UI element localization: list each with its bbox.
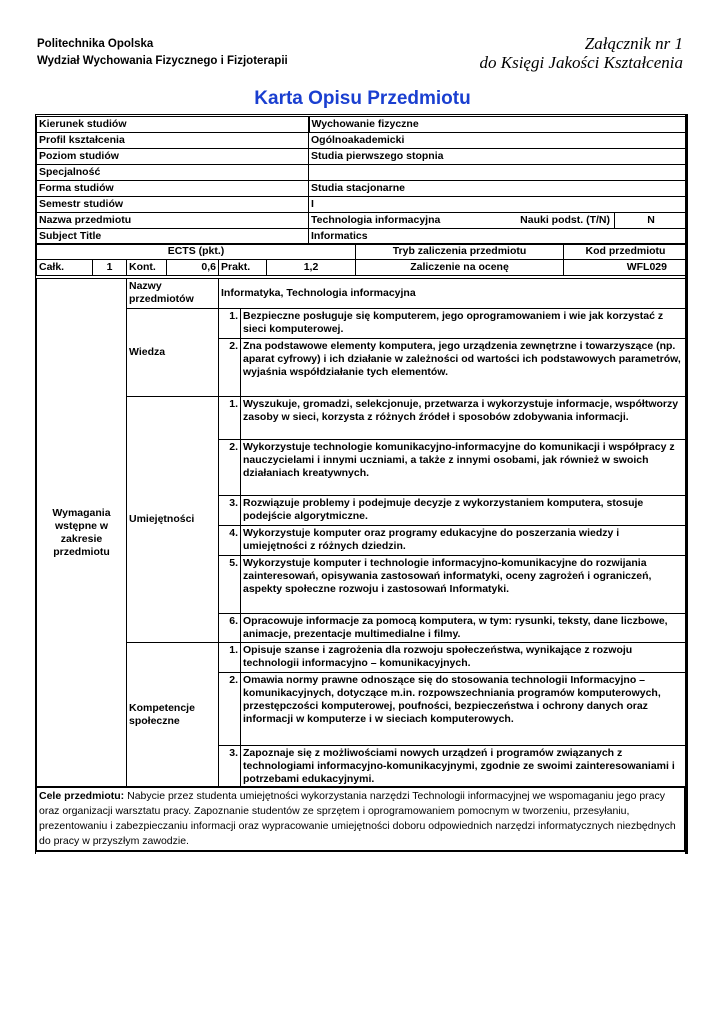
wiedza-2-number: 2. xyxy=(219,339,241,397)
wiedza-label: Wiedza xyxy=(127,309,219,397)
nazwy-value: Informatyka, Technologia informacyjna xyxy=(219,279,688,309)
umiejetnosci-1-text: Wyszukuje, gromadzi, selekcjonuje, przetwarza i wykorzystuje informacje, współtworzy zasoby w sieci, korzysta z różnych źródeł i sposobów zdobywania informacji. xyxy=(241,397,688,440)
nauki-value: N xyxy=(615,213,688,229)
calk-label: Całk. xyxy=(37,260,93,276)
wymagania-label: Wymagania wstępne w zakresie przedmiotu xyxy=(37,279,127,788)
semestr-value: I xyxy=(309,197,688,213)
kod-value: WFL029 xyxy=(564,260,688,276)
umiejetnosci-2-text: Wykorzystuje technologie komunikacyjno-informacyjne do komunikacji i współpracy z nauczycielami i innymi uczniami, a także z innymi osobami, jak również w swoich działaniach kreatywnych. xyxy=(241,440,688,496)
profil-value: Ogólnoakademicki xyxy=(309,133,688,149)
umiejetnosci-6-number: 6. xyxy=(219,614,241,643)
kompetencje-3-text: Zapoznaje się z możliwościami nowych urządzeń i programów związanych z technologiami informacyjno-komunikacyjnymi, zgodnie ze swoimi zainteresowaniami i potrzebami edukacyjnymi. xyxy=(241,746,688,788)
ects-header: ECTS (pkt.) xyxy=(37,244,356,260)
nazwa-label: Nazwa przedmiotu xyxy=(37,213,309,229)
specjalnosc-value xyxy=(309,165,688,181)
umiejetnosci-3-text: Rozwiązuje problemy i podejmuje decyzje z wykorzystaniem komputera, stosuje podejście algorytmiczne. xyxy=(241,496,688,526)
faculty-name: Wydział Wychowania Fizycznego i Fizjoterapii xyxy=(37,55,288,67)
kompetencje-label: Kompetencje społeczne xyxy=(127,643,219,788)
wiedza-2-text: Zna podstawowe elementy komputera, jego urządzenia zewnętrzne i towarzyszące (np. aparat cyfrowy) i ich działanie w zależności od wartości ich podstawowych parametrów, wyjaśnia współdziałanie tych elementów. xyxy=(241,339,688,397)
nazwa-text: Technologia informacyjna xyxy=(311,214,441,226)
kierunek-value: Wychowanie fizyczne xyxy=(309,117,688,133)
umiejetnosci-1-number: 1. xyxy=(219,397,241,440)
umiejetnosci-4-text: Wykorzystuje komputer oraz programy edukacyjne do poszerzania wiedzy i umiejętności z różnych dziedzin. xyxy=(241,526,688,556)
nazwa-value xyxy=(309,213,615,229)
cele-label: Cele przedmiotu: xyxy=(39,790,125,802)
umiejetnosci-5-number: 5. xyxy=(219,556,241,614)
wiedza-1-text: Bezpieczne posługuje się komputerem, jego oprogramowaniem i wie jak korzystać z sieci komputerowej. xyxy=(241,309,688,339)
subject-label: Subject Title xyxy=(37,229,309,245)
calk-value: 1 xyxy=(93,260,127,276)
university-name: Politechnika Opolska xyxy=(37,38,154,50)
umiejetnosci-4-number: 4. xyxy=(219,526,241,556)
course-info-table xyxy=(36,116,688,245)
kod-header: Kod przedmiotu xyxy=(564,244,688,260)
prakt-label: Prakt. xyxy=(219,260,267,276)
annex-line-2: do Księgi Jakości Kształcenia xyxy=(479,53,683,72)
nauki-label: Nauki podst. (T/N) xyxy=(520,214,611,226)
tryb-value: Zaliczenie na ocenę xyxy=(356,260,564,276)
semestr-label: Semestr studiów xyxy=(37,197,309,213)
profil-label: Profil kształcenia xyxy=(37,133,309,149)
cele-przedmiotu xyxy=(36,786,687,852)
ects-table xyxy=(36,243,688,276)
umiejetnosci-3-number: 3. xyxy=(219,496,241,526)
cele-text: Nabycie przez studenta umiejętności wykorzystania narzędzi Technologii informacyjnej we wspomaganiu jego pracy oraz organizacji warsztatu pracy. Zapoznanie studentów ze sprzętem i oprogramowaniem pomocnym w tworzeniu, przesyłaniu, prezentowaniu i zabezpieczaniu informacji oraz wypracowanie umiejętności doboru odpowiednich narzędzi informatycznych niezbędnych do pracy w przyszłym zawodzie. xyxy=(39,790,676,847)
page-title: Karta Opisu Przedmiotu xyxy=(254,88,471,109)
subject-value: Informatics xyxy=(309,229,688,245)
kompetencje-3-number: 3. xyxy=(219,746,241,788)
umiejetnosci-6-text: Opracowuje informacje za pomocą komputera, w tym: rysunki, teksty, dane liczbowe, animacje, prezentacje multimedialne i filmy. xyxy=(241,614,688,643)
forma-label: Forma studiów xyxy=(37,181,309,197)
header-institution xyxy=(37,36,288,70)
annex-line-1: Załącznik nr 1 xyxy=(584,34,683,53)
kont-value: 0,6 xyxy=(167,260,219,276)
wiedza-1-number: 1. xyxy=(219,309,241,339)
kompetencje-2-text: Omawia normy prawne odnoszące się do stosowania technologii Informacyjno – komunikacyjnych, dotyczące m.in. rozpowszechniania programów komputerowych, przestępczości komputerowej, poufności, bezpieczeństwa i ochrony danych oraz informacji w komputerze i w sieciach komputerowych. xyxy=(241,673,688,746)
umiejetnosci-5-text: Wykorzystuje komputer i technologie informacyjno-komunikacyjne do rozwijania zainteresowań, opisywania zastosowań informatyki, oceny zagrożeń i ograniczeń, aspekty społeczne rozwoju i zastosowań Informatyki. xyxy=(241,556,688,614)
header-annex xyxy=(479,34,683,72)
kompetencje-1-text: Opisuje szanse i zagrożenia dla rozwoju społeczeństwa, wynikające z rozwoju technologii informacyjno – komunikacyjnych. xyxy=(241,643,688,673)
requirements-table xyxy=(36,278,688,788)
kont-label: Kont. xyxy=(127,260,167,276)
umiejetnosci-2-number: 2. xyxy=(219,440,241,496)
forma-value: Studia stacjonarne xyxy=(309,181,688,197)
kompetencje-1-number: 1. xyxy=(219,643,241,673)
prakt-value: 1,2 xyxy=(267,260,356,276)
specjalnosc-label: Specjalność xyxy=(37,165,309,181)
umiejetnosci-label: Umiejętności xyxy=(127,397,219,643)
poziom-label: Poziom studiów xyxy=(37,149,309,165)
tryb-header: Tryb zaliczenia przedmiotu xyxy=(356,244,564,260)
poziom-value: Studia pierwszego stopnia xyxy=(309,149,688,165)
nazwy-label: Nazwy przedmiotów xyxy=(127,279,219,309)
kompetencje-2-number: 2. xyxy=(219,673,241,746)
kierunek-label: Kierunek studiów xyxy=(37,117,309,133)
